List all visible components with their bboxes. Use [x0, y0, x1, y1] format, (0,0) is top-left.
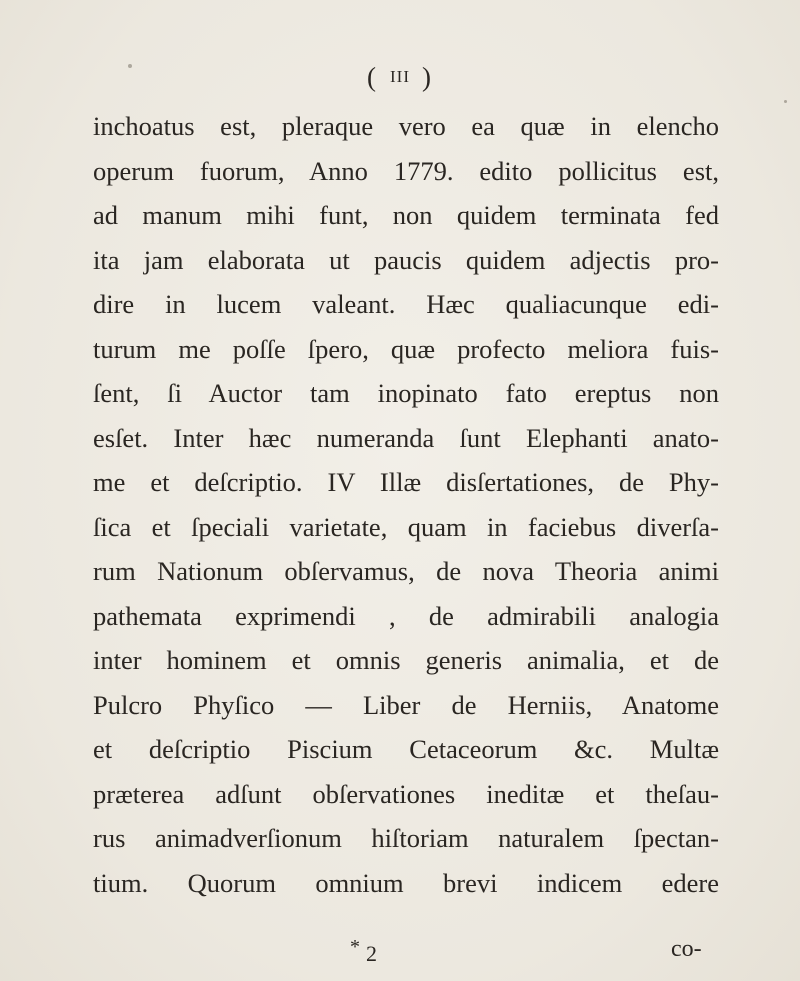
text-line: dire in lucem valeant. Hæc qualiacunque edi- — [93, 289, 719, 319]
text-line: me et deſcriptio. IV Illæ disſertationes, de Phy- — [93, 467, 719, 497]
header-open-paren: ( — [367, 62, 378, 92]
text-line: inter hominem et omnis generis animalia, et de — [93, 645, 719, 675]
text-line: operum fuorum, Anno 1779. edito pollicitus est, — [93, 155, 719, 186]
header-close-paren: ) — [421, 62, 433, 92]
paper-speck — [128, 64, 132, 68]
signature-number: 2 — [366, 941, 377, 966]
text-line: Pulcro Phyſico — Liber de Herniis, Anatome — [93, 689, 719, 720]
text-line: ad manum mihi funt, non quidem terminata fed — [93, 200, 719, 230]
text-line: esſet. Inter hæc numeranda ſunt Elephanti anato- — [93, 422, 719, 453]
page-number: III — [390, 67, 410, 86]
asterisk-icon: * — [350, 936, 360, 958]
text-line: pathemata exprimendi , de admirabili analogia — [93, 600, 719, 631]
paper-speck — [784, 100, 787, 103]
text-line: ſent, ſi Auctor tam inopinato fato ereptus non — [93, 378, 719, 408]
page-header — [0, 62, 800, 93]
signature-mark — [350, 936, 377, 967]
catchword: co- — [671, 936, 702, 962]
body-text — [93, 104, 719, 905]
text-line: ſica et ſpeciali varietate, quam in faciebus diverſa- — [93, 511, 719, 542]
text-line: et deſcriptio Piscium Cetaceorum &c. Multæ — [93, 734, 719, 764]
text-line: præterea adſunt obſervationes ineditæ et theſau- — [93, 778, 719, 809]
text-line: ita jam elaborata ut paucis quidem adjectis pro- — [93, 244, 719, 275]
text-line: rum Nationum obſervamus, de nova Theoria animi — [93, 556, 719, 586]
text-line: tium. Quorum omnium brevi indicem edere — [93, 867, 719, 898]
text-line: rus animadverſionum hiſtoriam naturalem ſpectan- — [93, 823, 719, 853]
text-line: turum me poſſe ſpero, quæ profecto meliora fuis- — [93, 333, 719, 364]
text-line: inchoatus est, pleraque vero ea quæ in elencho — [93, 111, 719, 141]
page-footer — [0, 936, 800, 972]
